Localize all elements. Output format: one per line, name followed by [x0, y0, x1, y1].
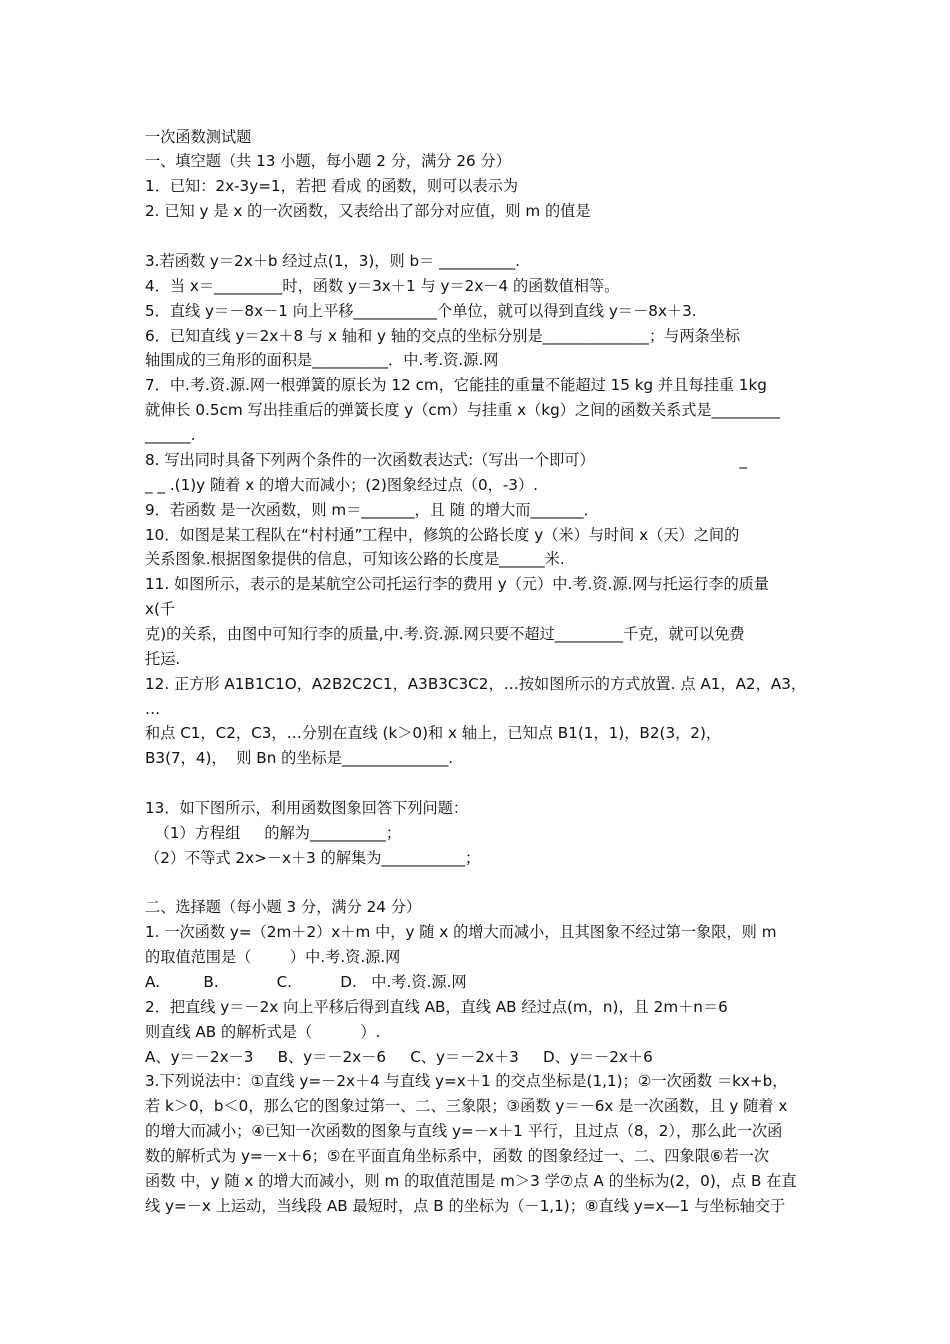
- text-line: 托运.: [145, 650, 181, 668]
- text-line: 7．中.考.资.源.网一根弹簧的原长为 12 cm，它能挂的重量不能超过 15 kg 并且每挂重 1kg: [145, 376, 767, 394]
- text-line: x(千: [145, 600, 176, 618]
- text-line: 线 y=－x 上运动，当线段 AB 最短时，点 B 的坐标为（－1,1)；⑧直线 y=x—1 与坐标轴交于: [145, 1197, 786, 1215]
- text-line: 一、填空题（共 13 小题，每小题 2 分，满分 26 分）: [145, 152, 511, 170]
- text-line: B3(7，4)， 则 Bn 的坐标是______________.: [145, 749, 454, 767]
- text-line: 就伸长 0.5cm 写出挂重后的弹簧长度 y（cm）与挂重 x（kg）之间的函数关系式是_________: [145, 401, 780, 419]
- text-line: 6．已知直线 y＝2x＋8 与 x 轴和 y 轴的交点的坐标分别是______________；与两条坐标: [145, 327, 741, 345]
- text-line: 克)的关系，由图中可知行李的质量,中.考.资.源.网只要不超过_________千克，就可以免费: [145, 625, 745, 643]
- text-line: 的增大而减小；④已知一次函数的图象与直线 y=－x＋1 平行，且过点（8，2），那么此一次函: [145, 1122, 783, 1140]
- text-line: ______.: [145, 426, 196, 444]
- text-line: 9．若函数 是一次函数，则 m＝_______，且 随 的增大而_______．: [145, 501, 599, 519]
- text-line: 轴围成的三角形的面积是__________．中.考.资.源.网: [145, 351, 499, 369]
- text-line: （1）方程组 的解为__________；: [145, 824, 402, 842]
- text-line: 和点 C1，C2，C3，…分别在直线 (k＞0)和 x 轴上，已知点 B1(1，1)，B2(3，2)，: [145, 724, 722, 742]
- text-line: 函数 中，y 随 x 的增大而减小，则 m 的取值范围是 m＞3 学⑦点 A 的坐标为(2，0)，点 B 在直: [145, 1172, 797, 1190]
- text-line: 4．当 x＝_________时，函数 y＝3x＋1 与 y＝2x－4 的函数值相等。: [145, 277, 620, 295]
- text-line: A、y＝－2x－3 B、y＝－2x－6 C、y＝－2x＋3 D、y＝－2x＋6: [145, 1048, 653, 1066]
- text-line: 数的解析式为 y=－x＋6；⑤在平面直角坐标系中，函数 的图象经过一、二、四象限⑥若一次: [145, 1147, 770, 1165]
- text-line: 若 k＞0，b＜0，那么它的图象过第一、二、三象限；③函数 y＝－6x 是一次函数，且 y 随着 x: [145, 1097, 788, 1115]
- text-line: （2）不等式 2x>－x＋3 的解集为___________；: [145, 849, 481, 867]
- text-line: 1. 一次函数 y=（2m＋2）x＋m 中，y 随 x 的增大而减小，且其图象不经过第一象限，则 m: [145, 923, 777, 941]
- text-line: 则直线 AB 的解析式是（ ）.: [145, 1023, 381, 1041]
- document-title: 一次函数测试题: [145, 128, 252, 146]
- text-line: 3.若函数 y＝2x＋b 经过点(1，3)，则 b＝ __________.: [145, 252, 520, 270]
- text-line: 8. 写出同时具备下列两个条件的一次函数表达式:（写出一个即可） _: [145, 451, 748, 469]
- text-line: 10．如图是某工程队在“村村通”工程中，修筑的公路长度 y（米）与时间 x（天）之间的: [145, 526, 740, 544]
- text-line: 1．已知：2x-3y=1，若把 看成 的函数，则可以表示为: [145, 177, 519, 195]
- section-heading: 二、选择题（每小题 3 分，满分 24 分）: [145, 898, 422, 916]
- text-line: A. B. C. D. 中.考.资.源.网: [145, 973, 467, 991]
- text-line: …: [145, 700, 161, 718]
- text-line: 12. 正方形 A1B1C1O，A2B2C2C1，A3B3C3C2，…按如图所示的方式放置. 点 A1，A2，A3，: [145, 675, 807, 693]
- text-line: _ _ .(1)y 随着 x 的增大而减小；(2)图象经过点（0，-3）.: [145, 476, 538, 494]
- text-line: 13．如下图所示，利用函数图象回答下列问题：: [145, 799, 469, 817]
- text-line: 5．直线 y＝－8x－1 向上平移___________个单位，就可以得到直线 y＝－8x＋3.: [145, 302, 697, 320]
- text-line: 2．把直线 y＝－2x 向上平移后得到直线 AB，直线 AB 经过点(m，n)，且 2m＋n＝6: [145, 998, 728, 1016]
- text-line: 关系图象.根据图象提供的信息，可知该公路的长度是______米.: [145, 550, 565, 568]
- text-line: 的取值范围是（ ）中.考.资.源.网: [145, 948, 401, 966]
- text-line: 3.下列说法中：①直线 y=－2x＋4 与直线 y=x＋1 的交点坐标是(1,1)；②一次函数 ＝kx+b，: [145, 1072, 788, 1090]
- text-line: 11. 如图所示，表示的是某航空公司托运行李的费用 y（元）中.考.资.源.网与托运行李的质量: [145, 575, 770, 593]
- text-line: 2. 已知 y 是 x 的一次函数，又表给出了部分对应值，则 m 的值是: [145, 202, 591, 220]
